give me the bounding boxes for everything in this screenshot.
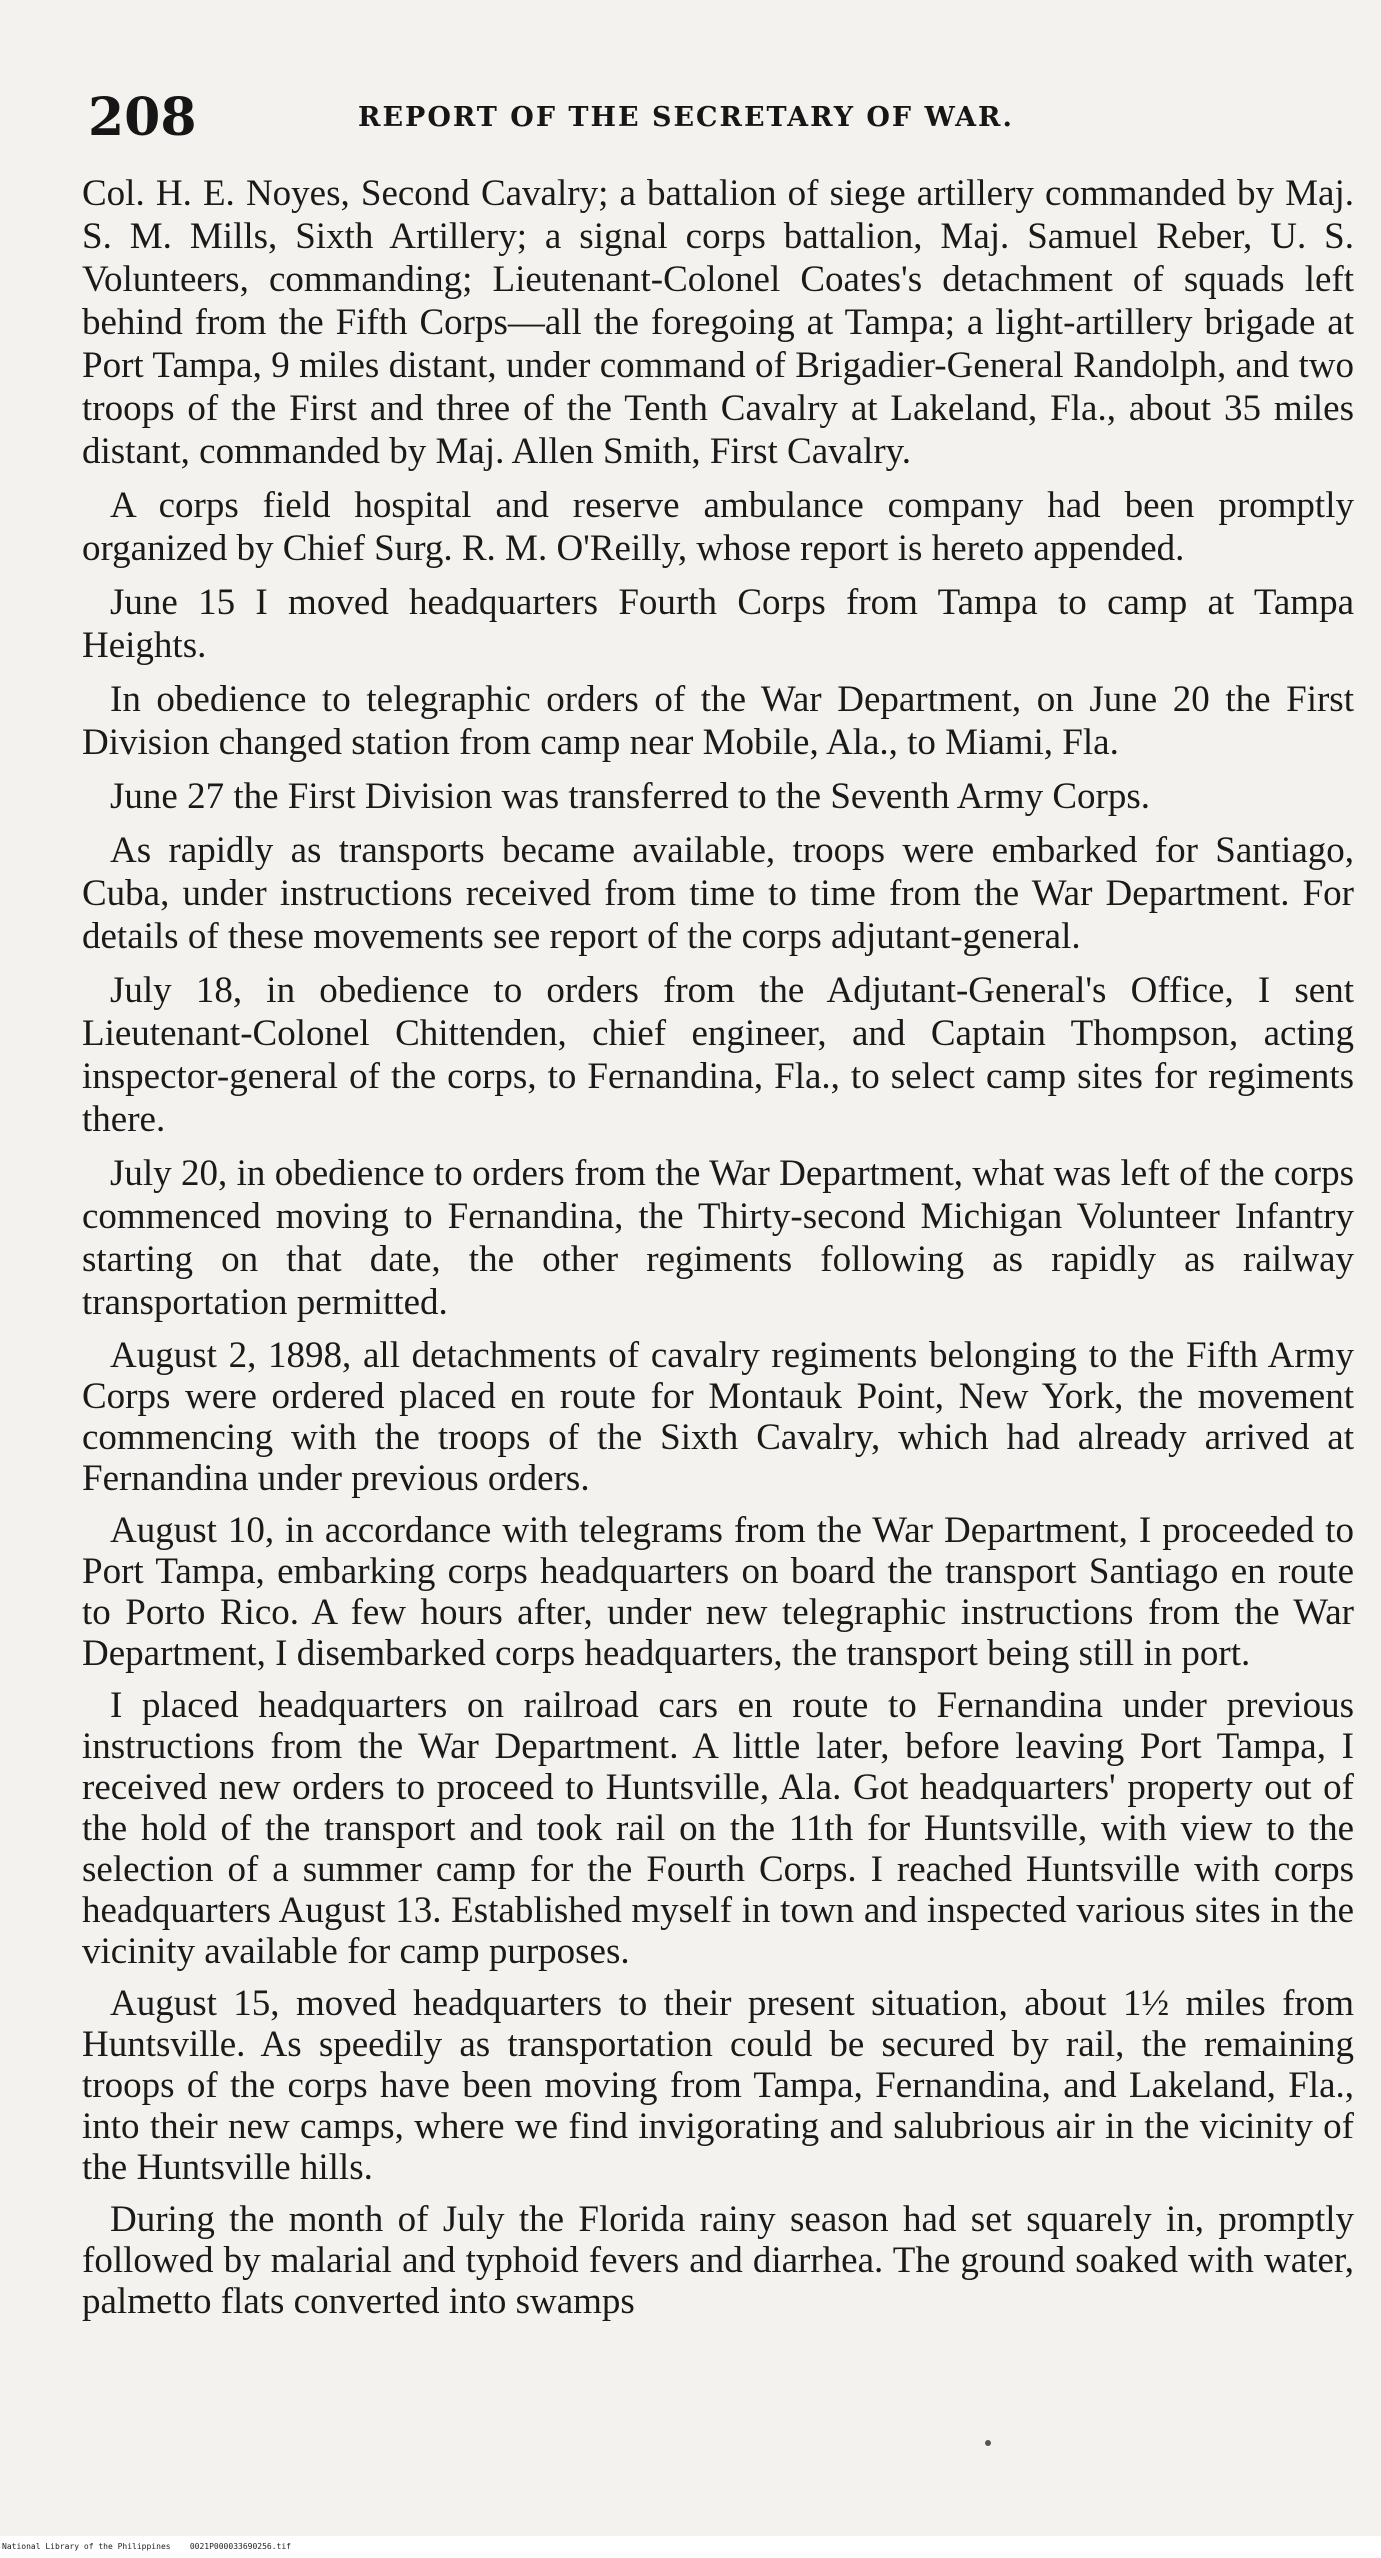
paragraph: June 27 the First Division was transferred to the Seventh Army Corps. (110, 776, 1150, 817)
paragraph: June 15 I moved headquarters Fourth Corps from Tampa to camp at Tampa Heights. (82, 582, 1354, 666)
page-header (88, 88, 1348, 148)
paragraph: Col. H. E. Noyes, Second Cavalry; a battalion of siege artillery commanded by Maj. S. M. Mills, Sixth Artillery; a signal corps battalion, Maj. Samuel Reber, U. S. Volunteers, commanding; Lieutenant-Colonel Coates's detachment of squads left behind from the Fifth Corps—all the foregoing at Tampa; a light-artillery brigade at Port Tampa, 9 miles distant, under command of Brigadier-General Randolph, and two troops of the First and three of the Tenth Cavalry at Lakeland, Fla., about 35 miles distant, commanded by Maj. Allen Smith, First Cavalry. (82, 173, 1354, 472)
paragraph: July 20, in obedience to orders from the War Department, what was left of the corps commenced moving to Fernandina, the Thirty-second Michigan Volunteer Infantry starting on that date, the other regiments following as rapidly as railway transportation permitted. (82, 1153, 1354, 1323)
paragraph: During the month of July the Florida rainy season had set squarely in, promptly followed by malarial and typhoid fevers and diarrhea. The ground soaked with water, palmetto flats converted into swamps (82, 2199, 1354, 2322)
paragraph: July 18, in obedience to orders from the Adjutant-General's Office, I sent Lieutenant-Colonel Chittenden, chief engineer, and Captain Thompson, acting inspector-general of the corps, to Fernandina, Fla., to select camp sites for regiments there. (82, 970, 1354, 1140)
paragraph: August 2, 1898, all detachments of cavalry regiments belonging to the Fifth Army Corps were ordered placed en route for Montauk Point, New York, the movement commencing with the troops of the Sixth Cavalry, which had already arrived at Fernandina under previous orders. (82, 1335, 1354, 1499)
paragraph: August 10, in accordance with telegrams from the War Department, I proceeded to Port Tampa, embarking corps headquarters on board the transport Santiago en route to Porto Rico. A few hours after, under new telegraphic instructions from the War Department, I disembarked corps headquarters, the transport being still in port. (82, 1510, 1354, 1674)
paragraph: In obedience to telegraphic orders of the War Department, on June 20 the First Division changed station from camp near Mobile, Ala., to Miami, Fla. (82, 679, 1354, 763)
body-text (82, 172, 1354, 2333)
paragraph: As rapidly as transports became available, troops were embarked for Santiago, Cuba, under instructions received from time to time from the War Department. For details of these movements see report of the corps adjutant-general. (82, 830, 1354, 957)
scan-footer: National Library of the Philippines 0021P000033690256.tif (0, 2536, 1381, 2558)
page-number: 208 (88, 87, 197, 148)
running-head: REPORT OF THE SECRETARY OF WAR. (358, 102, 1014, 133)
paragraph: August 15, moved headquarters to their present situation, about 1½ miles from Huntsville. As speedily as transportation could be secured by rail, the remaining troops of the corps have been moving from Tampa, Fernandina, and Lakeland, Fla., into their new camps, where we find invigorating and salubrious air in the vicinity of the Huntsville hills. (82, 1983, 1354, 2188)
ink-dot (985, 2440, 991, 2446)
paragraph: A corps field hospital and reserve ambulance company had been promptly organized by Chief Surg. R. M. O'Reilly, whose report is hereto appended. (82, 485, 1354, 569)
paragraph: I placed headquarters on railroad cars en route to Fernandina under previous instructions from the War Department. A little later, before leaving Port Tampa, I received new orders to proceed to Huntsville, Ala. Got headquarters' property out of the hold of the transport and took rail on the 11th for Huntsville, with view to the selection of a summer camp for the Fourth Corps. I reached Huntsville with corps headquarters August 13. Established myself in town and inspected various sites in the vicinity available for camp purposes. (82, 1685, 1354, 1972)
